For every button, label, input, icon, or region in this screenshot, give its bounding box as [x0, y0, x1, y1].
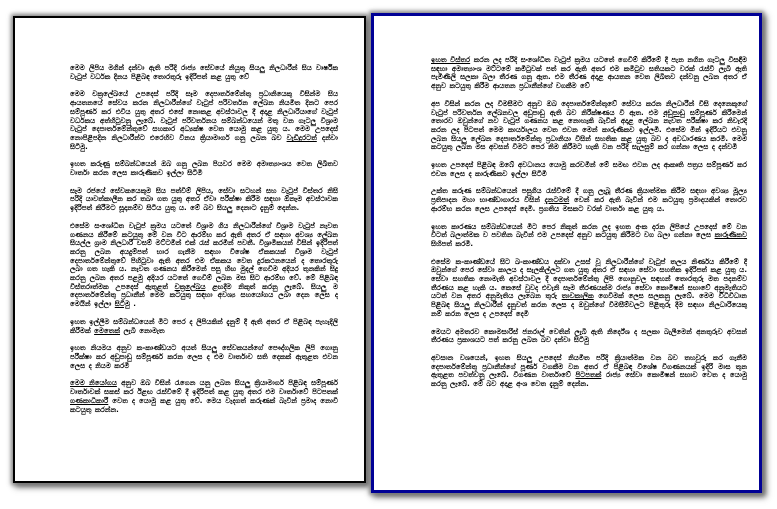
body-text: මෙම චක්‍රලේඛයේ උපදෙස් පරිදි සෑම දෙපාර්තමේන්තු ප්‍රධානියෙකු විසින්ම සිය ආයතනයේ සේවය කරන නිලධාරීන්ගේ වැටුප් පරිවර්තන ලේඛන නියමිත දිනට පෙර සම්පූර්ණ කර එවිය යුතු අතර එසේ නොකළ අවස්ථාවල දී අදාළ නිලධාරියාගේ වැටුප් වර්ධකය අත්හිටුවනු ලැබේ. වැටුප් පරිවර්තනය සම්බන්ධයෙන් මතු වන ගැටලු විශ්‍රාම වැටුප් දෙපාර්තමේන්තුවේ සහකාර අධ්‍යක්ෂ වෙත යොමු කළ යුතු ය. මෙම උපදෙස් නොපිළිපදින නිලධාරීන්ට එරෙහිව විනය ක්‍රියාමාර්ග ගනු ලබන බව [70, 90, 338, 142]
paragraph [431, 56, 747, 91]
body-text: අනුව ඔබ විසින් රැගෙන යනු ලබන සියලු ක්‍රියාමාර්ග පිළිබඳ සම්පූර්ණ වාර්තාවක් සකස් කර ඊළඟ රැස්වීමේ දී ඉදිරිපත් කළ යුතු අතර එම වාර්තාවේ පිටපතක් [70, 379, 338, 397]
paragraph [70, 344, 338, 370]
body-text: ඉහත කාරණය සම්බන්ධයෙන් මීට පෙර නිකුත් කරන ලද ඉහත අංක දරන ලිපියේ උපදෙස් මේ වන විටත් බලාත්මක ව පවතින බැවින් එම උපදෙස් අනුව කටයුතු කිරීමට වග බලා ගන්නා ලෙස [431, 222, 747, 240]
page-left[interactable] [13, 16, 366, 483]
paragraph [431, 223, 747, 249]
paragraph [431, 354, 747, 389]
paragraph [431, 187, 747, 213]
paragraph [70, 222, 338, 309]
body-text: . [129, 300, 136, 309]
body-text: රාජ්‍ය සේවා කොමිෂන් සභාව වෙත ද යොමු කරනු ලැබේ. මේ බව අදාළ අංශ වෙත දැනුම් දෙන්න. [431, 371, 747, 389]
body-text: ගෙවීමක් ලෙස සලකනු ලැබේ. මෙම විධිවිධාන පිළිබඳ සියලු නිලධාරීන් දැනුවත් කරන ලෙස ද ඔවුන්ගේ විමසීම්වලට පිළිතුරු දීම සඳහා නිලධාරියෙකු නම් කරන ලෙස ද උපදෙස් දෙමි [431, 292, 747, 318]
body-text: වෙත ද යොමු කළ යුතු වේ. මෙය වැදගත් කරුණක් බැවින් ප්‍රමාද නොවී කටයුතු කරන්න. [70, 396, 338, 414]
body-text: මෙම ලිපිය මගින් දන්වා ඇති පරිදි රාජ්‍ය සේවයේ නියුතු සියලු නිලධාරීන් සිය වාර්ෂික වැටුප් වර්ධක දිනය පිළිබඳ තොරතුරු ඉදිරිපත් කළ යුතු වේ [70, 64, 338, 81]
underlined-text: සිටිමු [114, 300, 130, 309]
body-text: සෑම රජයේ සේවකයෙකුම සිය පත්වීම් ලිපිය, සේවා සටහන් සහ වැටුප් විස්තර නිසි පරිදි යාවත්කාලීන කර තබා ගත යුතු අතර ඒවා පරීක්ෂා කිරීම සඳහා ඕනෑම අවස්ථාවක ඉදිරිපත් කිරීමට සූදානම්ව සිටිය යුතු ය. මේ බව සියලු දෙනාට දැනුම් දෙන්න. [70, 186, 338, 213]
underlined-text: ඉහත විස්තර [431, 56, 471, 64]
underlined-text: තාවකාලික [561, 292, 594, 301]
body-text: ළඟදීම නිකුත් කරනු ලැබේ. සියලු ම දෙපාර්තමේන්තු ප්‍රධානීන් මෙම කටයුතු සඳහා අවශ්‍ය සහයෝගය ලබා දෙන ලෙස ද මෙයින් ඉල්ලා [70, 282, 338, 309]
body-text: අවසාන වශයෙන්, ඉහත සියලු උපදෙස් නියමිත පරිදි ක්‍රියාත්මක වන බව තහවුරු කර ගැනීම දෙපාර්තමේන්තු ප්‍රධානීන්ගේ පූර්ණ වගකීම වන අතර ඒ පිළිබඳ විශේෂ විගණනයක් ඉදිරි මාස තුන ඇතුළත පවත්වනු ලැබේ. විගණන වාර්තාවේ [431, 353, 747, 380]
paragraph [70, 64, 338, 81]
underlined-text: මෙතෙක් [94, 326, 121, 335]
underlined-text: මෙම නියෝගය [70, 379, 117, 388]
body-text: සිහිපත් කරමි. [431, 239, 474, 248]
underlined-text: වැඩිදුරටත් [286, 133, 317, 142]
body-text: ඉහත නියමය අනුව ක-කාණ්ඩයට අයත් සියලු සේවකයන්ගේ පෞද්ගලික ලිපි ගොනු පරීක්ෂා කර අඩුපාඩු සම්පූර්ණ කරන ලෙස ද එම වාර්තාව සති දෙකක් ඇතුළත එවන ලෙස ද නියම කරමි [70, 344, 338, 370]
body-text: වෙන් කර ඇති බැවින් එම කටයුතු ප්‍රමාදයකින් තොරව ආරම්භ කරන ලෙස උපදෙස් දෙමි. ප්‍රගතිය මසකට වරක් වාර්තා කළ යුතු ය. [431, 196, 747, 213]
body-text: අප විසින් කරන ලද විමසීමට අනුව ඔබ දෙපාර්තමේන්තුවේ සේවය කරන නිලධාරීන් විසි දෙනෙකුගේ වැටුප් පරිවර්තන ලේඛනවල අඩුපාඩු ඇති බව නිරීක්ෂණය වී ඇත. එම [431, 99, 747, 117]
underlined-text: චක්‍රලේඛය [174, 282, 206, 291]
body-text: දන්වා සිටිමු. [70, 133, 338, 151]
body-text: එසේම ක-කාණ්ඩයේ සිට ඛ-කාණ්ඩය දක්වා උසස් වූ නිලධාරීන්ගේ වැටුප් තලය නිර්ණය කිරීමේ දී ඔවුන්ගේ පෙර සේවා කාලය ද සැලකිල්ලට ගත යුතු අතර ඒ සඳහා සේවා සහතික ඉදිරිපත් කළ යුතු ය. සේවා සහතික නොමැති අවස්ථාවල දී දෙපාර්තමේන්තු ලිපි ගොනුවල සඳහන් තොරතුරු මත පදනම්ව තීරණය කළ හැකි ය. කෙසේ වුවද එවැනි සෑම තීරණයක්ම රාජ්‍ය සේවා කොමිෂන් සභාවේ අනුමැතියට යටත් වන අතර අනුමැතිය ලැබෙන තුරු [431, 257, 747, 301]
body-text: සම්පූර්ණ කිරීමෙන් තොරව ඔවුන්ගේ නව වැටුප් ගණනය කළ නොහැකි බැවින් අදාළ ලේඛන නැවත පරීක්ෂා කර නිවැරදි කරන ලද පිටපත් මෙම කාර්යාලය වෙත එවන මෙන් කාරුණිකව ඉල්ලමි. එසේම මින් ඉදිරියට එවනු ලබන සියලු ලේඛන දෙපාර්තමේන්තු ප්‍රධානියා විසින් සහතික කළ යුතු බව ද අවධාරණය කරමි. මෙම කටයුතු ලබන මස අවසන් වීමට පෙර නිම කිරීමට හැකි වන පරිදි සැලසුම් කර ගන්නා ලෙස ද දන්වමි [431, 108, 748, 152]
body-text: මෙයට අමතරව කොමසාරිස් ජනරාල් වෙතින් ලැබී ඇති නිර්දේශ ද සලකා බැලීමෙන් අනතුරුව අවසන් තීරණය ප්‍රකාශයට පත් කරනු ලබන බව දන්වා සිටිමු [431, 327, 747, 345]
body-text: උක්ත කරුණ සම්බන්ධයෙන් පසුගිය රැස්වීමේ දී ගනු ලැබූ තීරණ ක්‍රියාත්මක කිරීම සඳහා අවශ්‍ය මූල්‍ය ප්‍රතිපාදන මහා භාණ්ඩාගාරය විසින් [431, 187, 747, 205]
page-right-text-area [431, 56, 747, 398]
page-right-selected[interactable] [371, 13, 762, 493]
paragraph [431, 328, 747, 345]
underlined-text: අඩුපාඩු [663, 108, 685, 117]
body-text: ලැබී නොමැත [120, 326, 165, 335]
paragraph [70, 90, 338, 151]
paragraph [70, 160, 338, 177]
underlined-text: ගණකාධිකාරී [70, 396, 109, 405]
body-text: ඉහත උපදෙස් පිළිබඳ ඔබේ අවධානය යොමු කරවමින් මේ සමඟ එවන ලද ආකෘති පත්‍රය සම්පූර්ණ කර එවන ලෙස ද කාරුණිකව ඉල්ලා සිටිමි [431, 161, 747, 178]
page-left-text-area [70, 64, 338, 423]
paragraph [70, 187, 338, 213]
paragraph [431, 161, 747, 178]
underlined-text: පිටපතක් [575, 371, 602, 380]
body-text: එසේම සංශෝධිත වැටුප් ක්‍රමය යටතේ විශ්‍රාම ගිය නිලධාරීන්ගේ විශ්‍රාම වැටුප් නැවත ගණනය කිරීමේ කටයුතු මේ වන විට ආරම්භ කර ඇති අතර ඒ සඳහා අවශ්‍ය ලේඛන සියල්ල ග්‍රාම නිලධාරී වසම් මට්ටමින් එක් රැස් කරමින් පවතී. විශ්‍රාමිකයන් විසින් ඉදිරිපත් කරනු ලබන අයදුම්පත් භාර ගැනීම සඳහා විශේෂ ඒකකයක් විශ්‍රාම වැටුප් දෙපාර්තමේන්තුවේ පිහිටුවා ඇති අතර එම ඒකකය වෙත දුරකථනයෙන් ද තොරතුරු ලබා ගත හැකි ය. නැවත ගණනය කිරීමෙන් පසු හිඟ මුදල් ගෙවීම අදියර තුනකින් සිදු කරනු ලබන අතර පළමු අදියර යටතේ ගෙවීම් ලබන මස සිට ආරම්භ වේ. මේ පිළිබඳ විස්තරාත්මක උපදෙස් ඇතුළත් [70, 221, 338, 291]
paragraph [70, 318, 338, 335]
paragraph [431, 100, 747, 152]
underlined-text: දැනටමත් [544, 196, 570, 205]
paragraph [431, 258, 747, 319]
body-text: ඉහත කරුණු සම්බන්ධයෙන් ඔබ ගනු ලබන පියවර මෙම අමාත්‍යාංශය වෙත ලිඛිතව වාර්තා කරන ලෙස කාරුණිකව ඉල්ලා සිටිමි [70, 160, 338, 178]
paragraph [70, 379, 338, 414]
body-text: කරන ලද පරිදි සංශෝධිත වැටුප් ක්‍රමය යටතේ ගෙවීම් කිරීමේ දී පැන නගින ගැටලු විසඳීම සඳහා අමාත්‍යාංශ මට්ටමේ කමිටුවක් පත් කර ඇති අතර එම කමිටුව සතියකට වරක් රැස්වී ලැබී ඇති පැමිණිලි සලකා බලා තීරණ ගනු ඇත. එම තීරණ අදාළ ආයතන වෙත ලිඛිතව දන්වනු ලබන අතර ඒ අනුව කටයුතු කිරීම ආයතන ප්‍රධානීන්ගේ වගකීම වේ [431, 56, 747, 91]
body-text: ඉහත ඉල්ලීම සම්බන්ධයෙන් මීට පෙර ද ලිපියකින් දැනුම් දී ඇති අතර ඒ පිළිබඳ පැහැදිලි කිරීමක් [70, 317, 338, 335]
underlined-text: කාරුණිකව [714, 231, 747, 240]
